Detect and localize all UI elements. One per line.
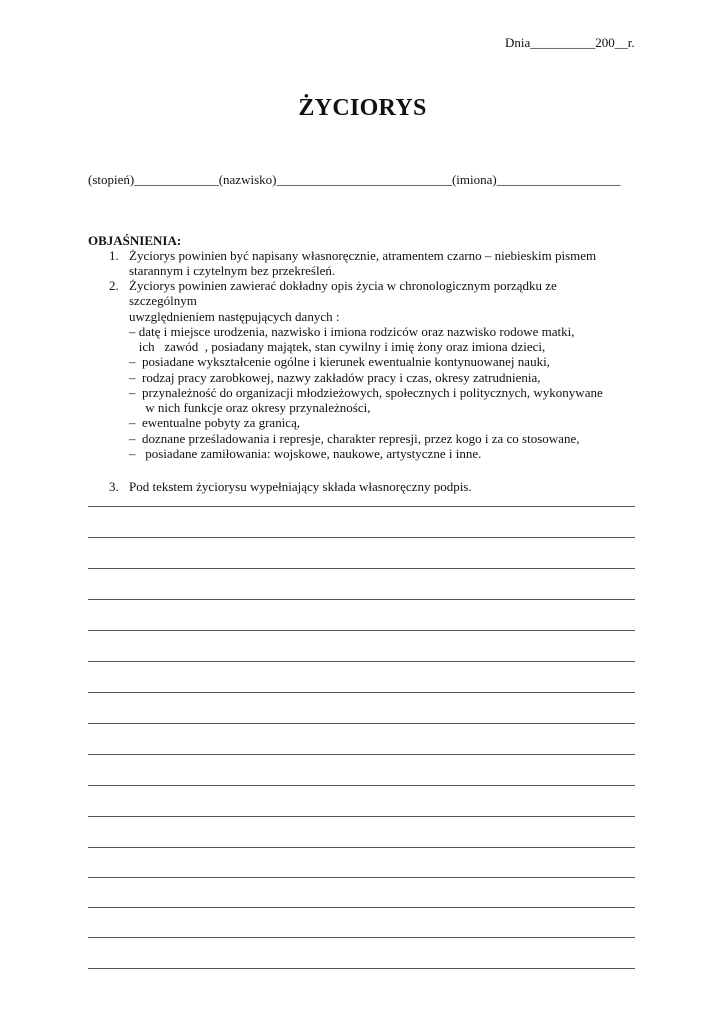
writing-line[interactable] <box>88 785 635 786</box>
writing-line[interactable] <box>88 847 635 848</box>
date-line: Dnia__________200__r. <box>505 35 635 50</box>
detail-line: – przynależność do organizacji młodzieżowych, społecznych i politycznych, wykonywane <box>129 385 603 400</box>
detail-line: ich zawód , posiadany majątek, stan cywilny i imię żony oraz imiona dzieci, <box>129 339 546 354</box>
writing-line[interactable] <box>88 568 635 569</box>
writing-line[interactable] <box>88 692 635 693</box>
item-1-line-1: Życiorys powinien być napisany własnoręcznie, atramentem czarno – niebieskim pismem <box>129 248 597 263</box>
writing-line[interactable] <box>88 599 635 600</box>
writing-line[interactable] <box>88 630 635 631</box>
item-1-number: 1. <box>109 248 119 263</box>
document-title: ŻYCIORYS <box>298 95 427 121</box>
item-2-line-2: szczególnym <box>129 293 197 308</box>
item-1-line-2: starannym i czytelnym bez przekreśleń. <box>129 263 336 278</box>
writing-line[interactable] <box>88 506 635 507</box>
item-2-number: 2. <box>109 278 119 293</box>
explanations-heading: OBJAŚNIENIA: <box>88 233 182 248</box>
detail-line: w nich funkcje oraz okresy przynależności, <box>129 400 371 415</box>
writing-line[interactable] <box>88 754 635 755</box>
detail-line: – datę i miejsce urodzenia, nazwisko i imiona rodziców oraz nazwisko rodowe matki, <box>129 324 575 339</box>
detail-line: – posiadane wykształcenie ogólne i kierunek ewentualnie kontynuowanej nauki, <box>129 354 550 369</box>
item-3-number: 3. <box>109 479 119 494</box>
writing-line[interactable] <box>88 907 635 908</box>
detail-line: – doznane prześladowania i represje, charakter represji, przez kogo i za co stosowane, <box>129 431 580 446</box>
writing-line[interactable] <box>88 968 635 969</box>
detail-line: – posiadane zamiłowania: wojskowe, naukowe, artystyczne i inne. <box>129 446 482 461</box>
writing-line[interactable] <box>88 937 635 938</box>
item-3-line-1: Pod tekstem życiorysu wypełniający składa własnoręczny podpis. <box>129 479 472 494</box>
writing-line[interactable] <box>88 661 635 662</box>
name-fields-line: (stopień)_____________(nazwisko)___________________________(imiona)___________________ <box>88 172 621 187</box>
writing-line[interactable] <box>88 816 635 817</box>
writing-line[interactable] <box>88 877 635 878</box>
writing-line[interactable] <box>88 537 635 538</box>
writing-line[interactable] <box>88 723 635 724</box>
detail-line: – ewentualne pobyty za granicą, <box>129 415 301 430</box>
item-2-line-3: uwzględnieniem następujących danych : <box>129 309 340 324</box>
item-2-line-1: Życiorys powinien zawierać dokładny opis życia w chronologicznym porządku ze <box>129 278 557 293</box>
detail-line: – rodzaj pracy zarobkowej, nazwy zakładów pracy i czas, okresy zatrudnienia, <box>129 370 541 385</box>
